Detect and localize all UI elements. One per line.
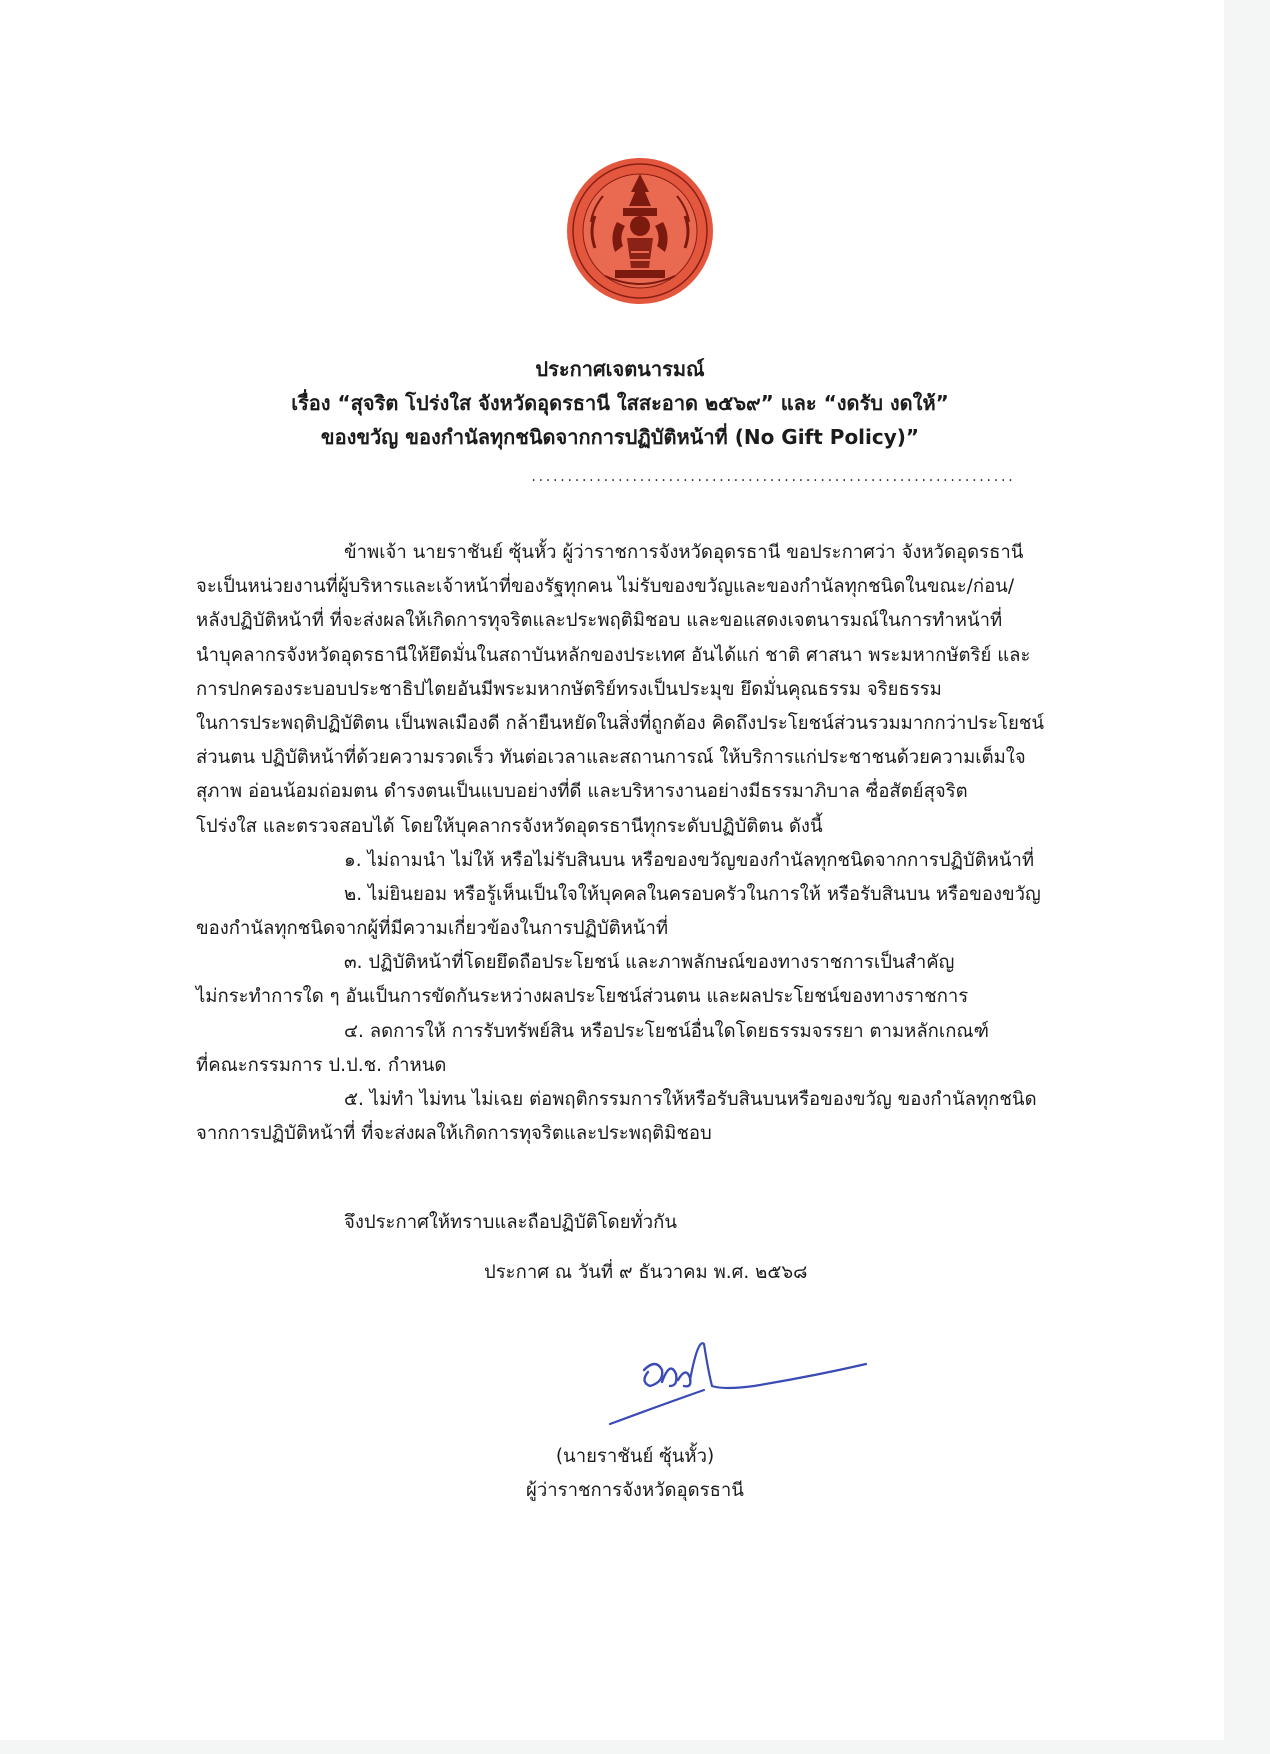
intro-line: จะเป็นหน่วยงานที่ผู้บริหารและเจ้าหน้าที่ของรัฐทุกคน ไม่รับของขวัญและของกำนัลทุกชนิดในขณะ/ก่อน/ xyxy=(196,576,1015,598)
intro-line: ข้าพเจ้า นายราชันย์ ซุ้นหั้ว ผู้ว่าราชการจังหวัดอุดรธานี ขอประกาศว่า จังหวัดอุดรธานี xyxy=(344,542,1024,563)
signer-block xyxy=(0,1440,1270,1508)
intro-line: การปกครองระบอบประชาธิปไตยอันมีพระมหากษัตริย์ทรงเป็นประมุข ยึดมั่นคุณธรรม จริยธรรม xyxy=(196,678,942,700)
item-2-line-2: ของกำนัลทุกชนิดจากผู้ที่มีความเกี่ยวข้องในการปฏิบัติหน้าที่ xyxy=(196,918,669,940)
title-line-3: ของขวัญ ของกำนัลทุกชนิดจากการปฏิบัติหน้าที่ (No Gift Policy)” xyxy=(320,425,920,449)
title-line-1: ประกาศเจตนารมณ์ xyxy=(535,357,705,381)
title-line-2: เรื่อง “สุจริต โปร่งใส จังหวัดอุดรธานี ใสสะอาด ๒๕๖๙” และ “งดรับ งดให้” xyxy=(291,391,949,415)
intro-line: หลังปฏิบัติหน้าที่ ที่จะส่งผลให้เกิดการทุจริตและประพฤติมิชอบ และขอแสดงเจตนารมณ์ในการทำหน้าที่ xyxy=(196,610,1003,632)
intro-line: โปร่งใส และตรวจสอบได้ โดยให้บุคลากรจังหวัดอุดรธานีทุกระดับปฏิบัติตน ดังนี้ xyxy=(196,815,823,837)
title-separator: ................................................................... xyxy=(530,470,1015,484)
item-1-line-1: ๑. ไม่ถามนำ ไม่ให้ หรือไม่รับสินบน หรือของขวัญของกำนัลทุกชนิดจากการปฏิบัติหน้าที่ xyxy=(344,849,1035,871)
signer-position: ผู้ว่าราชการจังหวัดอุดรธานี xyxy=(526,1480,744,1501)
item-4-line-2: ที่คณะกรรมการ ป.ป.ช. กำหนด xyxy=(196,1054,447,1076)
item-2-line-1: ๒. ไม่ยินยอม หรือรู้เห็นเป็นใจให้บุคคลในครอบครัวในการให้ หรือรับสินบน หรือของขวัญ xyxy=(344,883,1041,905)
item-5-line-1: ๕. ไม่ทำ ไม่ทน ไม่เฉย ต่อพฤติกรรมการให้หรือรับสินบนหรือของขวัญ ของกำนัลทุกชนิด xyxy=(344,1089,1037,1110)
item-4-line-1: ๔. ลดการให้ การรับทรัพย์สิน หรือประโยชน์อื่นใดโดยธรรมจรรยา ตามหลักเกณฑ์ xyxy=(344,1020,989,1042)
announcement-date: ประกาศ ณ วันที่ ๙ ธันวาคม พ.ศ. ๒๕๖๘ xyxy=(484,1262,808,1283)
item-3-line-1: ๓. ปฏิบัติหน้าที่โดยยึดถือประโยชน์ และภาพลักษณ์ของทางราชการเป็นสำคัญ xyxy=(344,952,955,974)
closing-statement: จึงประกาศให้ทราบและถือปฏิบัติโดยทั่วกัน xyxy=(344,1212,677,1233)
intro-line: ในการประพฤติปฏิบัติตน เป็นพลเมืองดี กล้ายืนหยัดในสิ่งที่ถูกต้อง คิดถึงประโยชน์ส่วนรวมมากกว่าประโยชน์ xyxy=(196,712,1045,734)
intro-line: ส่วนตน ปฏิบัติหน้าที่ด้วยความรวดเร็ว ทันต่อเวลาและสถานการณ์ ให้บริการแก่ประชาชนด้วยความเต็มใจ xyxy=(196,747,1026,769)
intro-line: นำบุคลากรจังหวัดอุดรธานีให้ยึดมั่นในสถาบันหลักของประเทศ อันได้แก่ ชาติ ศาสนา พระมหากษัตริย์ และ xyxy=(196,644,1031,666)
signer-name: (นายราชันย์ ซุ้นหั้ว) xyxy=(555,1446,715,1467)
item-5-line-2: จากการปฏิบัติหน้าที่ ที่จะส่งผลให้เกิดการทุจริตและประพฤติมิชอบ xyxy=(196,1123,712,1145)
intro-line: สุภาพ อ่อนน้อมถ่อมตน ดำรงตนเป็นแบบอย่างที่ดี และบริหารงานอย่างมีธรรมาภิบาล ซื่อสัตย์สุจริต xyxy=(196,781,968,803)
announcement-body xyxy=(196,536,1116,1151)
item-3-line-2: ไม่กระทำการใด ๆ อันเป็นการขัดกันระหว่างผลประโยชน์ส่วนตน และผลประโยชน์ของทางราชการ xyxy=(196,986,969,1008)
announcement-title xyxy=(0,352,1240,454)
provincial-seal-icon xyxy=(565,156,715,306)
handwritten-signature-icon xyxy=(604,1330,874,1430)
